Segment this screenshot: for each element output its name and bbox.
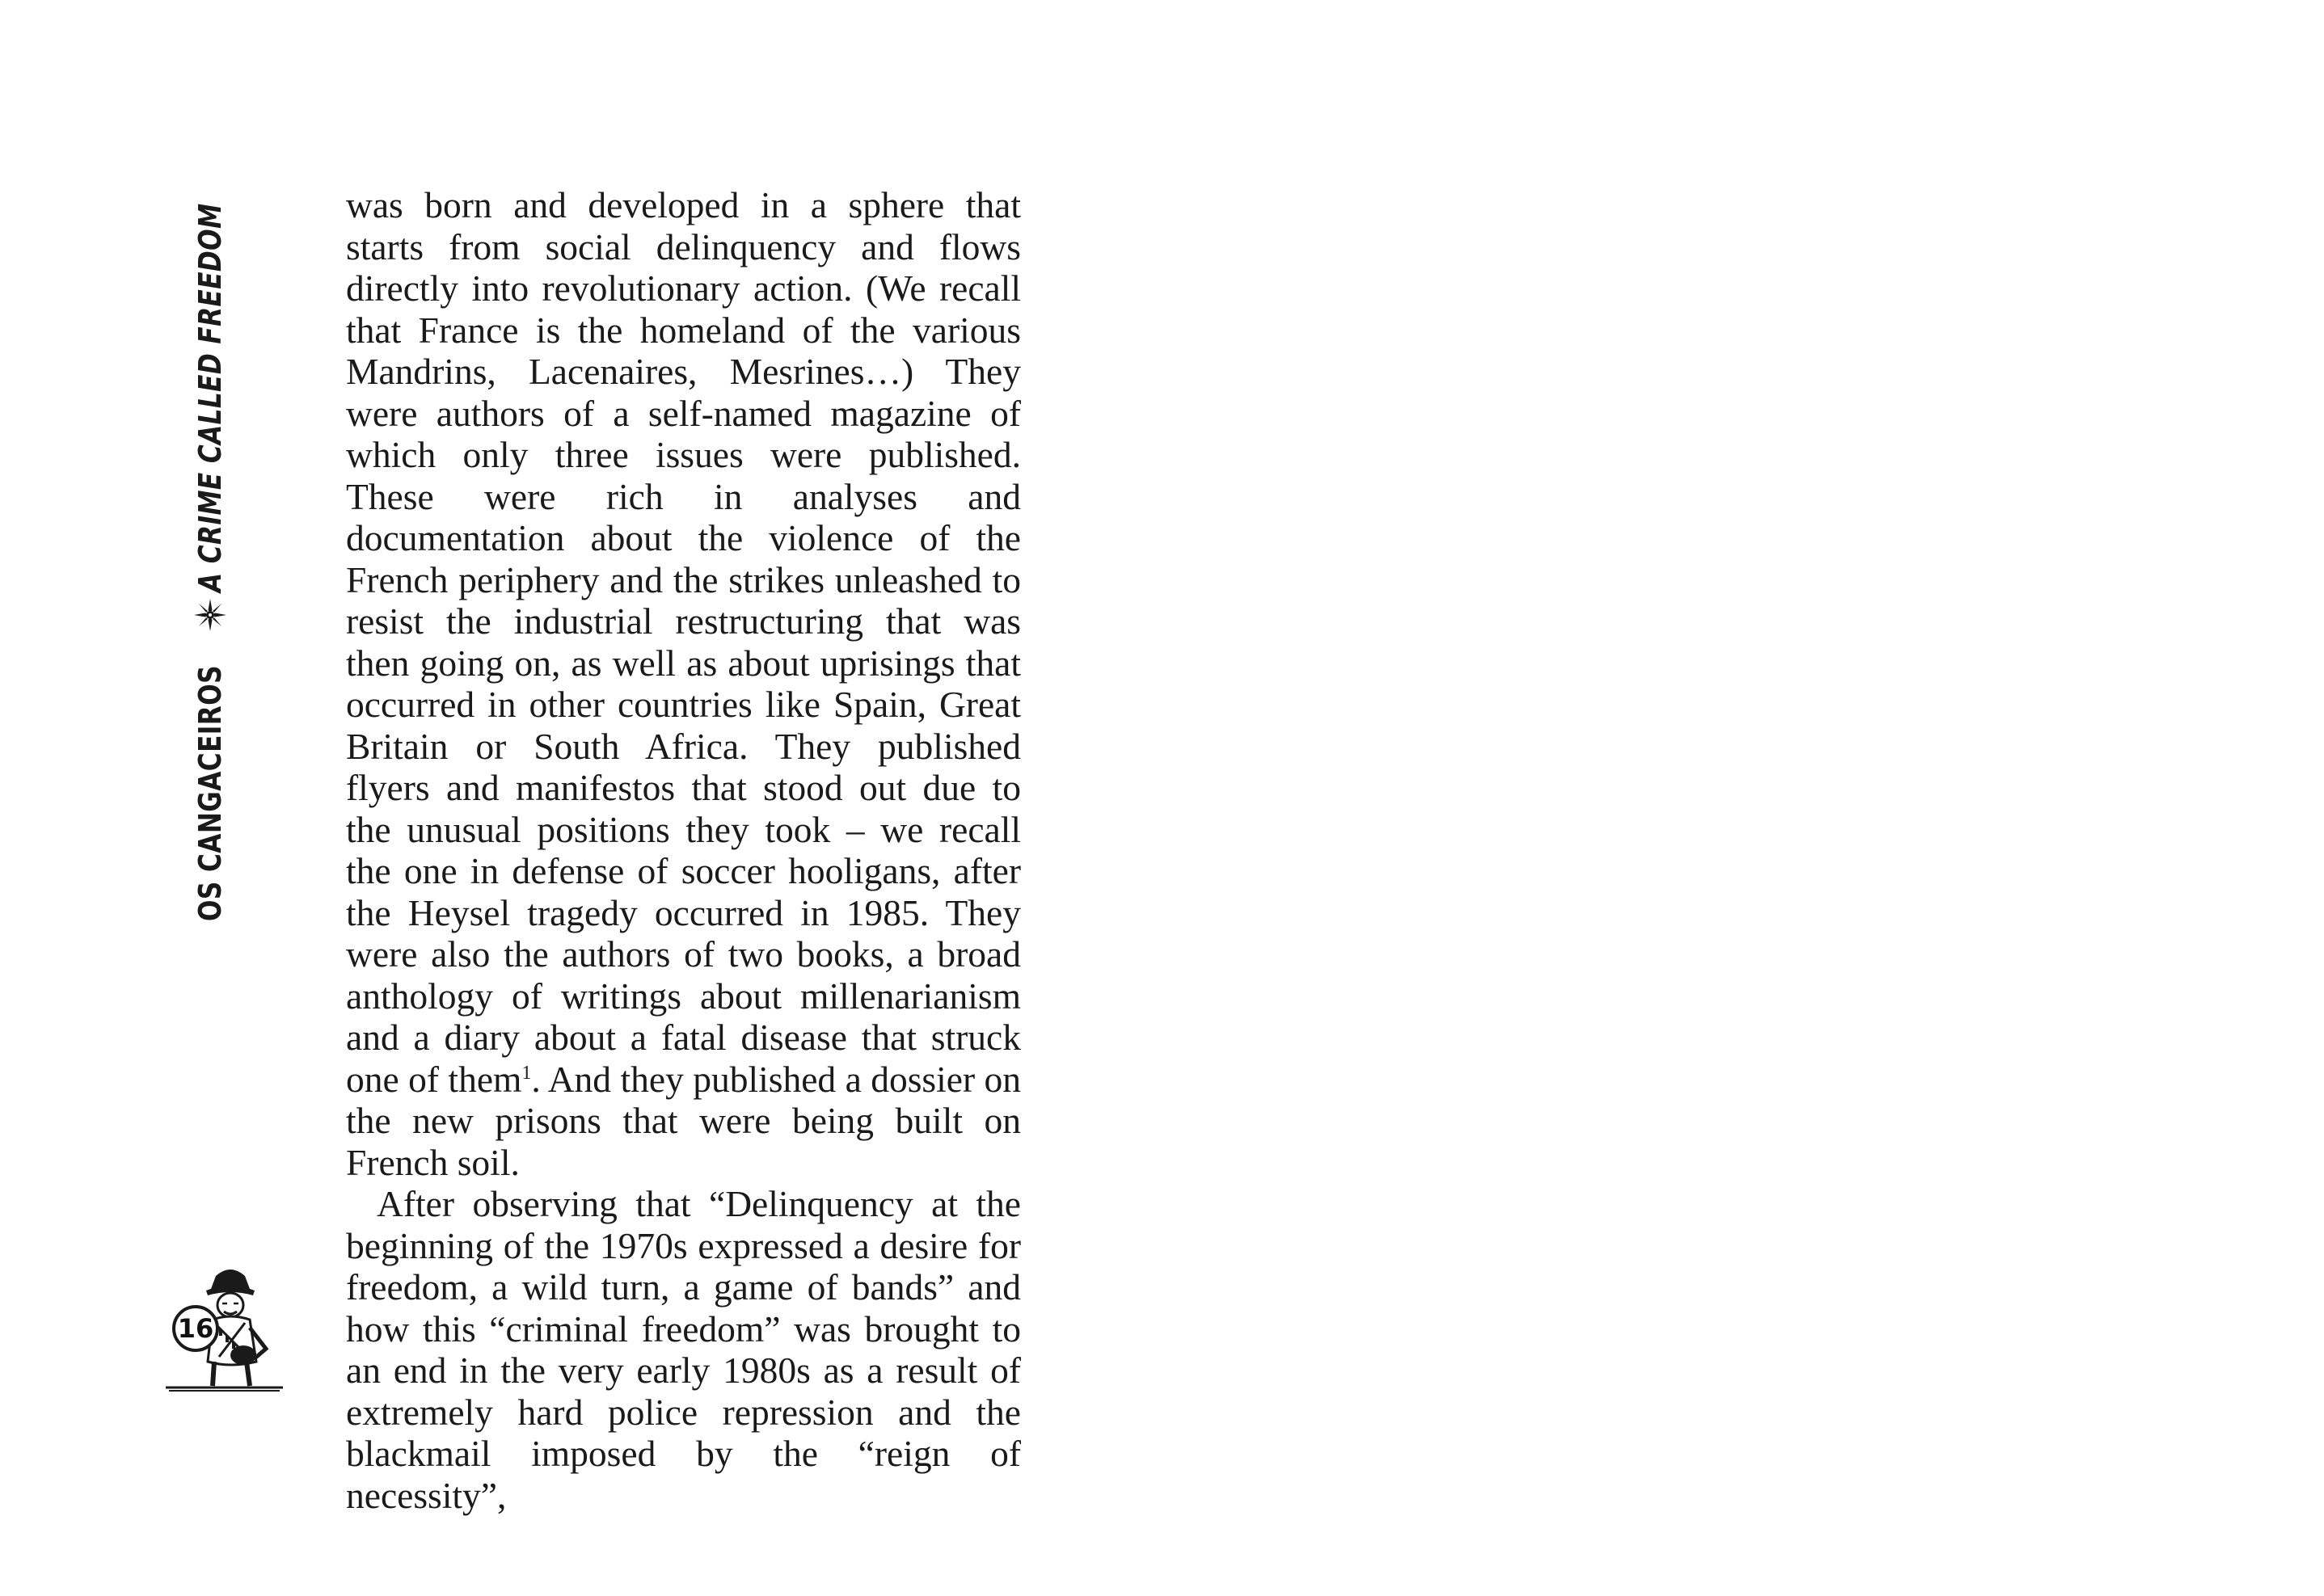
book-title: OS CANGACEIROS (192, 665, 228, 921)
starburst-icon (192, 597, 228, 633)
footnote-marker: 1 (521, 1062, 532, 1084)
paragraph-text: was born and developed in a sphere that starts from social delinquency and flows directly into revolutionary action. (We recall that France is the homeland of the various Mandrins, Lacenaires, Mesrines…) They were authors of a self-named magazine of which only three issues were published. These were rich in analyses and documentation about the violence of the French periphery and the strikes unleashed to resist the industrial restructuring that was then going on, as well as about uprisings that occurred in other countries like Spain, Great Britain or South Africa. They published flyers and manifestos that stood out due to the unusual positions they took – we recall the one in defense of soccer hooligans, after the Heysel tragedy occurred in 1985. They were also the authors of two books, a broad anthology of writings about millenarianism and a diary about a fatal disease that struck one of them (346, 184, 1021, 1100)
paragraph (346, 184, 1021, 1183)
running-header (186, 178, 234, 921)
chapter-title: A CRIME CALLED FREEDOM (192, 203, 228, 593)
paragraph: After observing that “Delinquency at the beginning of the 1970s expressed a desire for freedom, a wild turn, a game of bands” and how this “criminal freedom” was brought to an end in the very early 1980s as a result of extremely hard police repression and the blackmail imposed by the “reign of necessity”, (346, 1183, 1021, 1516)
page-number-medallion (166, 1265, 283, 1394)
page-number: 16 (177, 1313, 214, 1344)
body-text (346, 184, 1021, 1516)
paragraph-text: . And they published a dossier on the new prisons that were being built on French soil. (346, 1058, 1022, 1183)
